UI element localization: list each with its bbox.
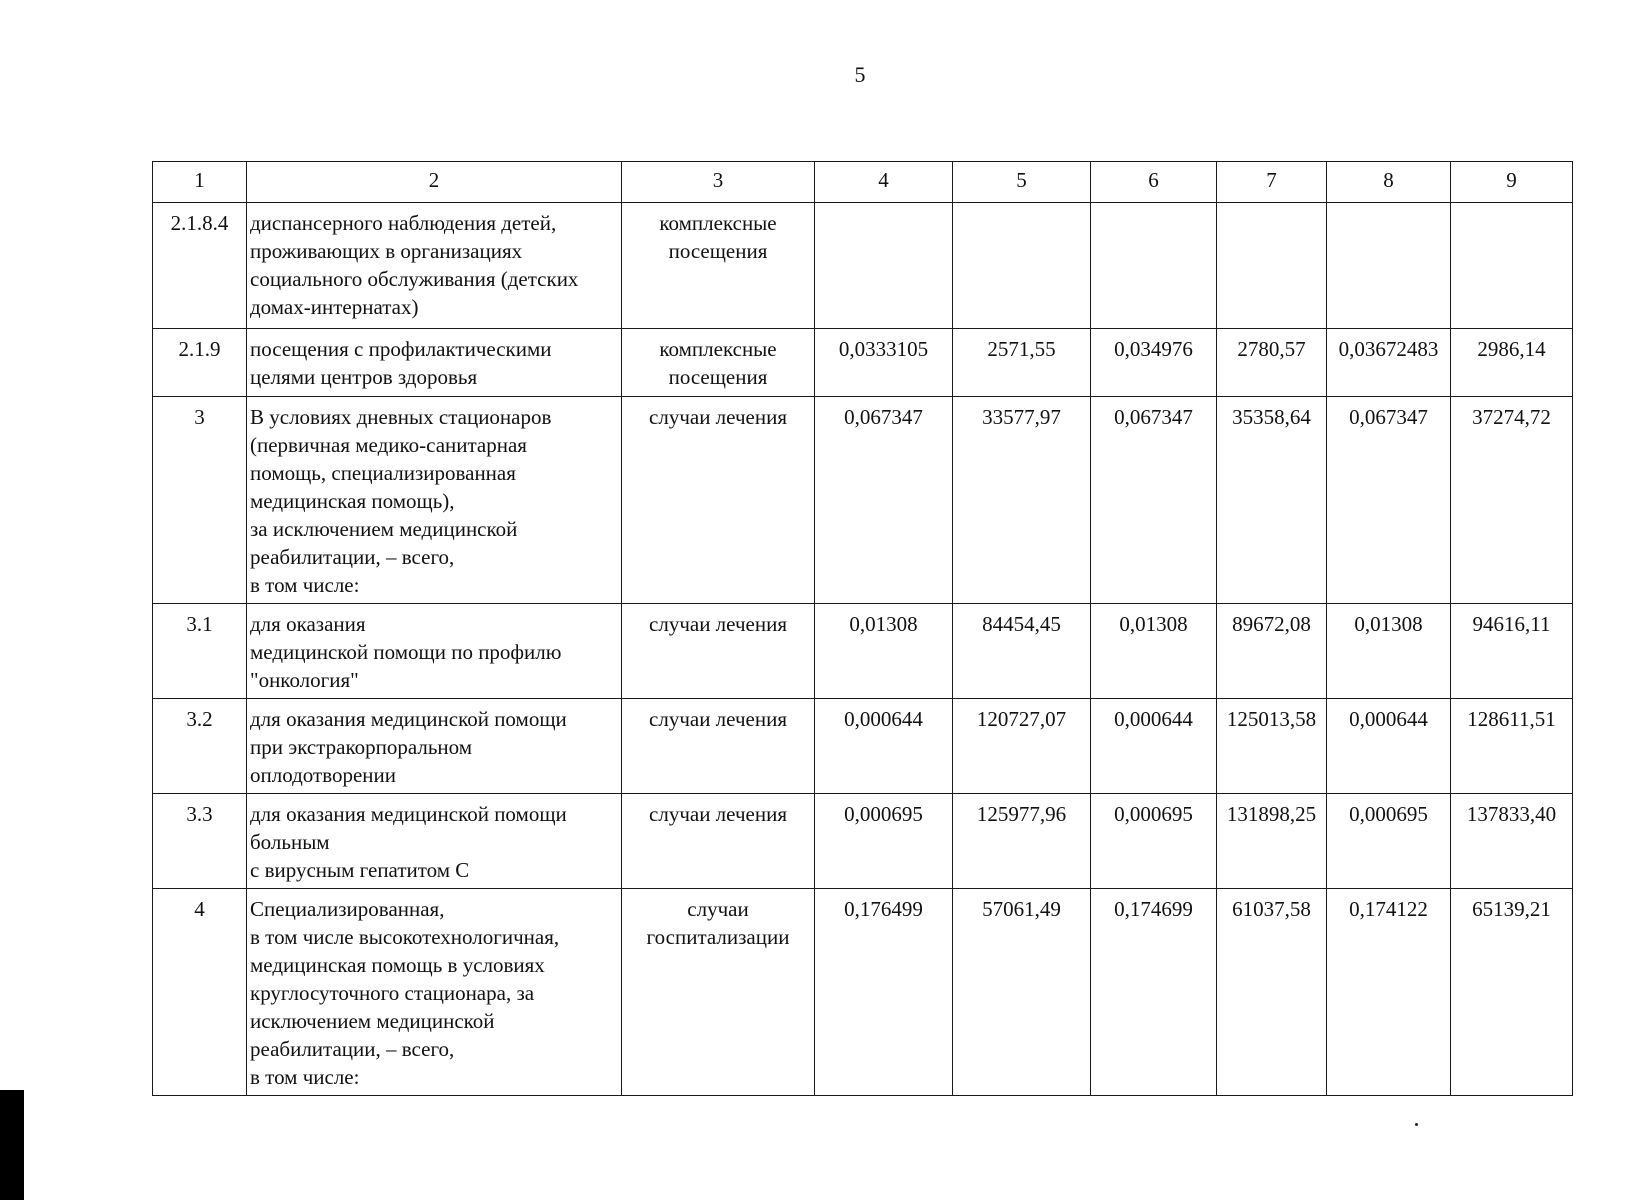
value-cell: 0,174122 [1327,889,1451,1096]
column-header: 5 [953,162,1091,203]
value-cell: 2780,57 [1217,329,1327,397]
unit-line: случаи лечения [649,707,787,731]
unit-line: комплексные [659,211,777,235]
description-line: больным [250,830,330,854]
value-cell: 33577,97 [953,397,1091,604]
table-row [153,397,1573,604]
value-cell: 0,067347 [1327,397,1451,604]
unit-line: случаи лечения [649,612,787,636]
row-description [247,889,622,1096]
row-unit [622,397,815,604]
row-description [247,329,622,397]
description-line: реабилитации, – всего, [250,545,455,569]
value-cell: 0,000695 [815,794,953,889]
scan-edge-shadow [0,1090,24,1200]
description-line: целями центров здоровья [250,365,478,389]
row-description [247,397,622,604]
row-number: 2.1.8.4 [153,203,247,329]
value-cell: 84454,45 [953,604,1091,699]
column-header: 1 [153,162,247,203]
table-row [153,203,1573,329]
value-cell: 2986,14 [1451,329,1573,397]
value-cell: 0,174699 [1091,889,1217,1096]
column-header: 2 [247,162,622,203]
description-line: реабилитации, – всего, [250,1037,455,1061]
unit-line: посещения [668,365,768,389]
value-cell: 0,067347 [1091,397,1217,604]
value-cell: 0,01308 [815,604,953,699]
column-header: 8 [1327,162,1451,203]
unit-line: госпитализации [646,925,790,949]
value-cell: 94616,11 [1451,604,1573,699]
value-cell [1217,203,1327,329]
description-line: в том числе: [250,1065,360,1089]
value-cell: 0,01308 [1091,604,1217,699]
description-line: проживающих в организациях [250,239,523,263]
description-line: медицинская помощь в условиях [250,953,545,977]
row-description [247,203,622,329]
value-cell: 37274,72 [1451,397,1573,604]
row-unit [622,794,815,889]
value-cell: 61037,58 [1217,889,1327,1096]
value-cell: 128611,51 [1451,699,1573,794]
value-cell [1091,203,1217,329]
row-unit [622,699,815,794]
column-header: 3 [622,162,815,203]
description-line: В условиях дневных стационаров [250,405,552,429]
value-cell: 35358,64 [1217,397,1327,604]
row-number: 3.3 [153,794,247,889]
row-unit [622,329,815,397]
description-line: "онкология" [250,668,359,692]
row-description [247,604,622,699]
column-header: 4 [815,162,953,203]
value-cell: 131898,25 [1217,794,1327,889]
value-cell: 125977,96 [953,794,1091,889]
value-cell: 120727,07 [953,699,1091,794]
column-header: 7 [1217,162,1327,203]
table-row [153,794,1573,889]
description-line: домах-интернатах) [250,295,419,319]
page-number: 5 [854,62,866,87]
value-cell: 137833,40 [1451,794,1573,889]
row-number: 3.2 [153,699,247,794]
table-row [153,604,1573,699]
description-line: для оказания медицинской помощи [250,707,567,731]
unit-line: случаи лечения [649,802,787,826]
description-line: диспансерного наблюдения детей, [250,211,557,235]
description-line: исключением медицинской [250,1009,495,1033]
column-header: 9 [1451,162,1573,203]
value-cell: 0,000644 [1327,699,1451,794]
data-table [152,161,1573,1096]
value-cell: 0,176499 [815,889,953,1096]
value-cell [815,203,953,329]
description-line: медицинская помощь), [250,489,455,513]
row-unit [622,604,815,699]
unit-line: случаи лечения [649,405,787,429]
row-number: 3 [153,397,247,604]
description-line: при экстракорпоральном [250,735,473,759]
unit-line: посещения [668,239,768,263]
value-cell: 57061,49 [953,889,1091,1096]
description-line: в том числе высокотехнологичная, [250,925,560,949]
row-unit [622,889,815,1096]
table-header-row [153,162,1573,203]
description-line: для оказания медицинской помощи [250,802,567,826]
unit-line: комплексные [659,337,777,361]
description-line: Специализированная, [250,897,445,921]
column-header: 6 [1091,162,1217,203]
value-cell: 0,034976 [1091,329,1217,397]
description-line: (первичная медико-санитарная [250,433,527,457]
description-line: оплодотворении [250,763,397,787]
row-description [247,699,622,794]
value-cell [1451,203,1573,329]
table-row [153,889,1573,1096]
row-unit [622,203,815,329]
description-line: помощь, специализированная [250,461,516,485]
value-cell: 125013,58 [1217,699,1327,794]
unit-line: случаи [687,897,749,921]
description-line: с вирусным гепатитом С [250,858,470,882]
description-line: круглосуточного стационара, за [250,981,535,1005]
value-cell: 0,000644 [815,699,953,794]
row-number: 4 [153,889,247,1096]
value-cell: 0,0333105 [815,329,953,397]
description-line: медицинской помощи по профилю [250,640,562,664]
description-line: для оказания [250,612,366,636]
value-cell: 0,000695 [1327,794,1451,889]
row-description [247,794,622,889]
value-cell: 0,01308 [1327,604,1451,699]
scan-speck [1415,1123,1418,1126]
description-line: за исключением медицинской [250,517,518,541]
value-cell: 0,03672483 [1327,329,1451,397]
row-number: 2.1.9 [153,329,247,397]
description-line: в том числе: [250,573,360,597]
value-cell: 0,000644 [1091,699,1217,794]
value-cell: 2571,55 [953,329,1091,397]
value-cell: 0,067347 [815,397,953,604]
value-cell [953,203,1091,329]
value-cell: 65139,21 [1451,889,1573,1096]
row-number: 3.1 [153,604,247,699]
description-line: посещения с профилактическими [250,337,552,361]
table-row [153,699,1573,794]
description-line: социального обслуживания (детских [250,267,579,291]
value-cell: 89672,08 [1217,604,1327,699]
value-cell: 0,000695 [1091,794,1217,889]
value-cell [1327,203,1451,329]
table-row [153,329,1573,397]
